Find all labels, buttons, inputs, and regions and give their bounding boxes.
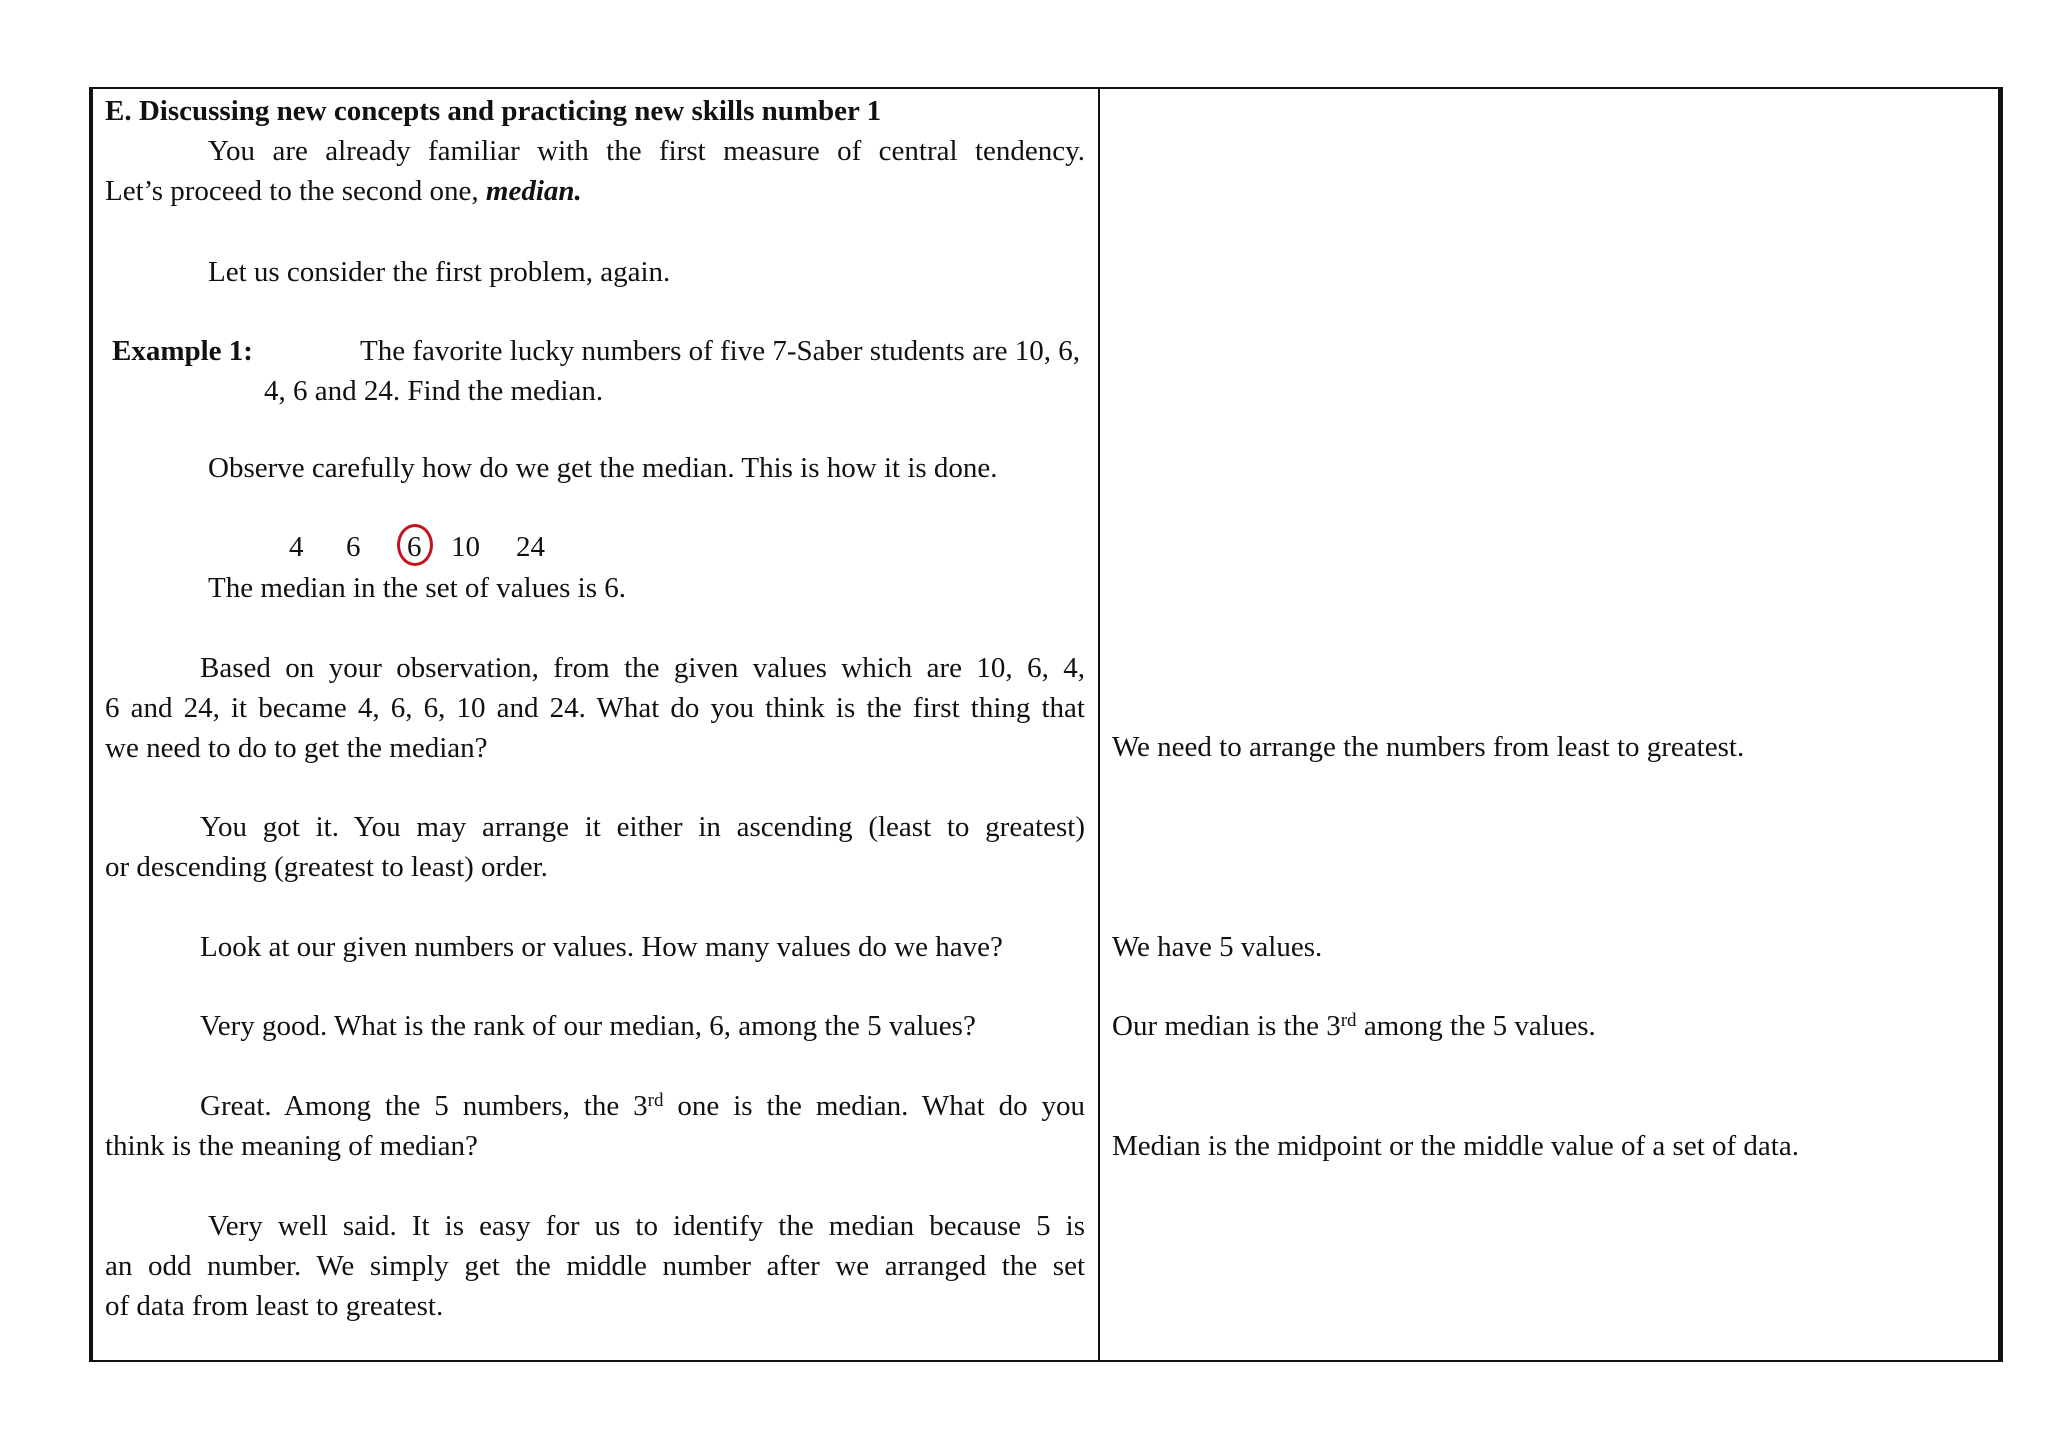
sorted-value: 6 bbox=[346, 531, 361, 563]
observe-text: Observe carefully how do we get the median. This is how it is done. bbox=[208, 452, 998, 484]
sorted-value: 24 bbox=[516, 531, 545, 563]
sorted-value: 10 bbox=[451, 531, 480, 563]
example-1-continued: 4, 6 and 24. Find the median. bbox=[264, 375, 604, 407]
based-paragraph: Based on your observation, from the given values which are 10, 6, 4, 6 and 24, it became 4, 6, 6, 10 and 24. What do you think is the first thing that we need to do to get the median? bbox=[105, 652, 1085, 764]
column-divider bbox=[1098, 87, 1100, 1362]
example-label: Example 1: bbox=[112, 335, 253, 367]
rank-question: Very good. What is the rank of our median, 6, among the 5 values? bbox=[200, 1010, 976, 1042]
consider-text: Let us consider the first problem, again. bbox=[208, 256, 671, 288]
median-statement: The median in the set of values is 6. bbox=[208, 572, 626, 604]
answer-count: We have 5 values. bbox=[1112, 931, 1323, 963]
section-heading: E. Discussing new concepts and practicing new skills number 1 bbox=[105, 95, 882, 127]
answer-meaning: Median is the midpoint or the middle value of a set of data. bbox=[1112, 1130, 1799, 1162]
example-1: Example 1: The favorite lucky numbers of five 7-Saber students are 10, 6, bbox=[112, 331, 1080, 371]
answer-rank: Our median is the 3rd among the 5 values. bbox=[1112, 1010, 1596, 1042]
intro-paragraph: You are already familiar with the first measure of central tendency. Let’s proceed to the second one, median. bbox=[105, 135, 1085, 207]
look-question: Look at our given numbers or values. How many values do we have? bbox=[200, 931, 1003, 963]
great-paragraph: Great. Among the 5 numbers, the 3rd one is the median. What do you think is the meaning of median? bbox=[105, 1090, 1086, 1162]
sorted-value: 4 bbox=[289, 531, 304, 563]
sorted-value-median: 6 bbox=[407, 531, 422, 563]
answer-arrange: We need to arrange the numbers from least to greatest. bbox=[1112, 731, 1745, 763]
wellsaid-paragraph: Very well said. It is easy for us to identify the median because 5 is an odd number. We simply get the middle number after we arranged the set of data from least to greatest. bbox=[105, 1210, 1085, 1322]
median-circle-marker bbox=[397, 524, 433, 566]
gotit-paragraph: You got it. You may arrange it either in ascending (least to greatest) or descending (greatest to least) order. bbox=[105, 811, 1085, 883]
